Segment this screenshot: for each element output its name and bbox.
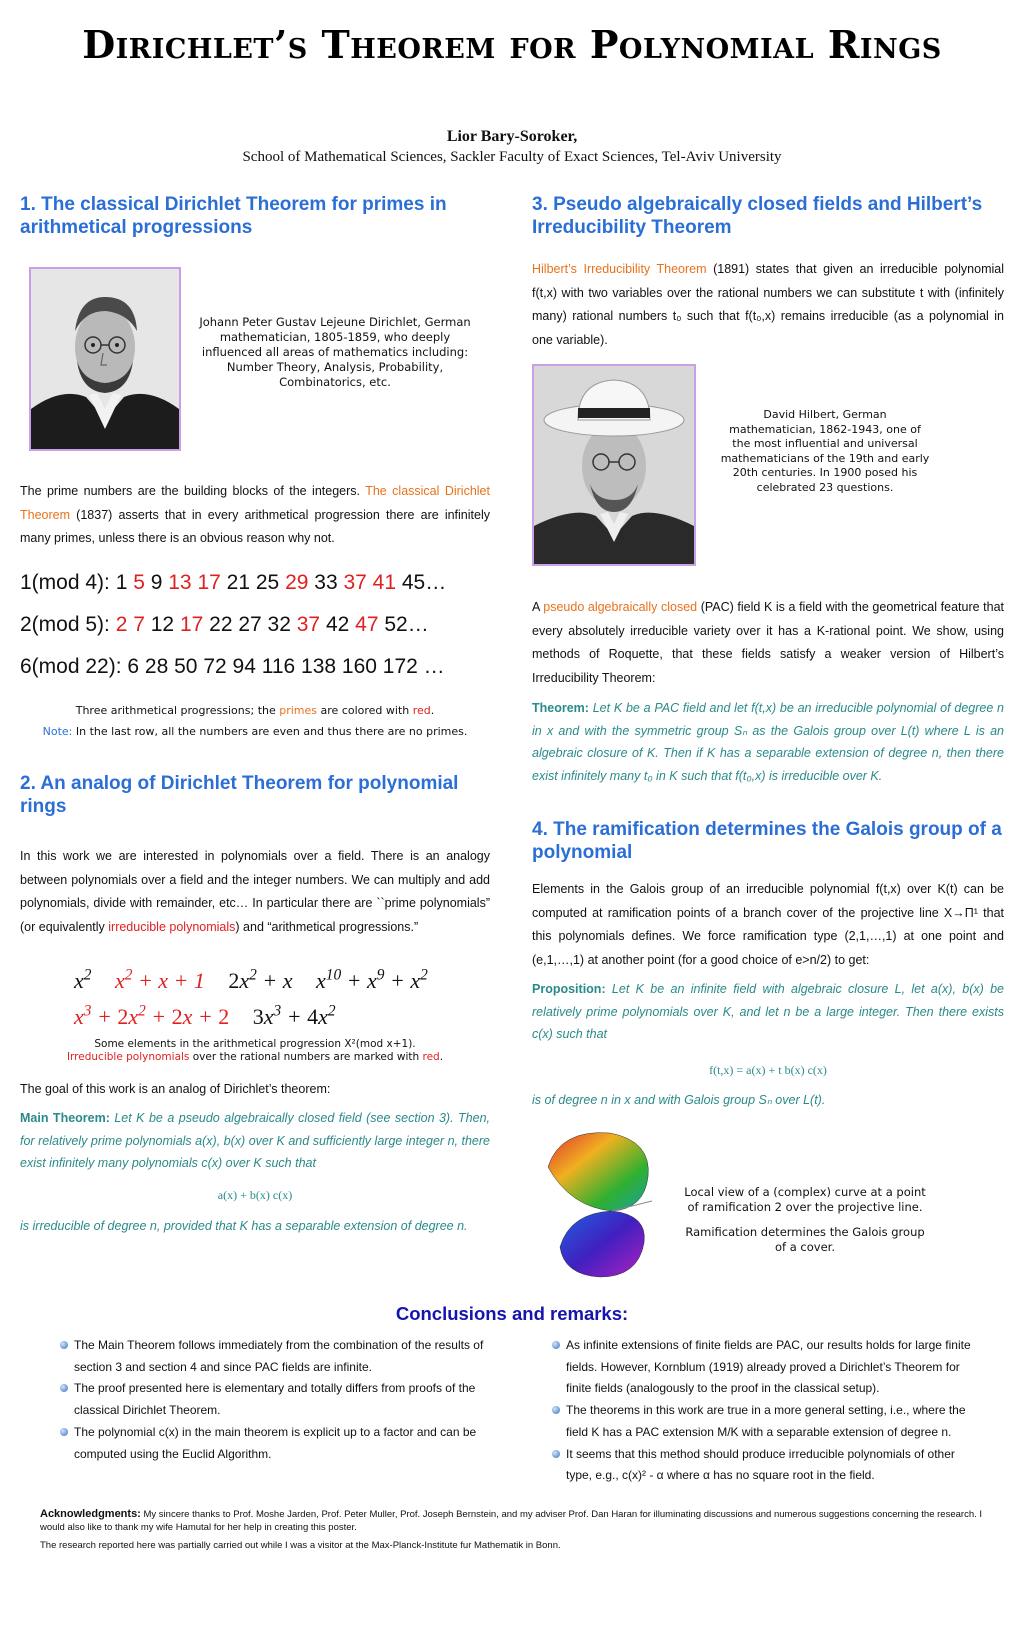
poly-x10-x9-x2: $x^{10} + x^9 + x^2$: [316, 967, 428, 994]
section3-heading: 3. Pseudo algebraically closed fields and Hilbert’s Irreducibility Theorem: [532, 194, 983, 238]
progression-term: 138: [301, 655, 342, 678]
intro-text: The prime numbers are the building blocks of the integers.: [20, 484, 366, 498]
progression-label: 2(mod 5):: [20, 613, 116, 636]
conclusions-left-list: [60, 1335, 490, 1465]
progression-term: 72: [203, 655, 233, 678]
poster-title: Dirichlet’s Theorem for Polynomial Rings: [82, 22, 942, 67]
section1-heading: 1. The classical Dirichlet Theorem for primes in arithmetical progressions: [20, 194, 447, 238]
ack-note: The research reported here was partially carried out while I was a visitor at the Max-Planck-Institute fur Mathematik in Bonn.: [40, 1540, 561, 1551]
progression-term: 6: [127, 655, 145, 678]
progression-mod4: [20, 570, 446, 596]
affiliation: School of Mathematical Sciences, Sackler Faculty of Exact Sciences, Tel-Aviv University: [242, 149, 782, 165]
section2-text: In this work we are interested in polynomials over a field. There is an analogy between polynomials over a field and the integer numbers. We can multiply and add polynomials, divide with remainder, etc… In particular there are ``prime polynomials” (or equivalently: [20, 849, 490, 934]
progression-term: 116: [261, 655, 302, 678]
progression-term: 12: [150, 613, 180, 636]
prime-term: 47: [355, 613, 385, 636]
caption-text-2: are colored with: [317, 704, 413, 717]
irreducible-highlight: irreducible polynomials: [108, 919, 236, 934]
proposition: [532, 978, 1004, 1046]
polynomial-caption-2: [20, 1051, 490, 1064]
pac-text: (PAC) field K is a field with the geometrical feature that every absolutely irreducible variety over it has a K-rational point. We show, using methods of Roquette, that these fields satisfy a weaker version of Hilbert’s Irreducibility Theorem:: [532, 600, 1005, 685]
hilbert-caption: David Hilbert, German mathematician, 1862-1943, one of the most influential and universal mathematicians of the 19th and early 20th centuries. In 1900 posed his celebrated 23 questions.: [720, 408, 930, 494]
polynomial-row-2: [74, 1003, 354, 1030]
progression-term: 42: [325, 613, 356, 636]
conclusion-item: As infinite extensions of finite fields are PAC, our results holds for large finite fields. However, Kornblum (1919) already proved a Dirichlet’s Theorem for finite fields (analogously to the proof in the classical setup).: [552, 1335, 984, 1400]
ramification-caption-1: Local view of a (complex) curve at a point of ramification 2 over the projective line.: [684, 1185, 926, 1214]
poly-x2: $x^2$: [74, 967, 92, 994]
prime-term: 17: [197, 571, 227, 594]
hilbert-theorem-highlight: Hilbert’s Irreducibility Theorem: [532, 262, 707, 276]
proposition-formula: f(t,x) = a(x) + t b(x) c(x): [709, 1063, 827, 1077]
theorem-text: Let K be a PAC field and let f(t,x) be an irreducible polynomial of degree n in x and with the symmetric group Sₙ as the Galois group over L(t) where L is an algebraic closure of K. Then if K has a separable extension of degree n, then there exist infinitely many t₀ in K such that f(t₀,x) is irreducible over K.: [532, 701, 1004, 783]
polynomial-caption-1: Some elements in the arithmetical progression X²(mod x+1).: [94, 1038, 416, 1050]
progression-term: 1: [115, 571, 134, 594]
section1-intro: [20, 480, 490, 551]
proposition-text: Let K be an infinite field with algebraic closure L, let a(x), b(x) be relatively prime polynomials over K, and let n be a large integer. Then there exists c(x) such that: [532, 982, 1004, 1041]
progression-term: 45…: [401, 571, 447, 594]
prime-term: 37: [296, 613, 326, 636]
poly-3x3-4x2: $3x^3 + 4x^2$: [252, 1003, 336, 1030]
conclusion-item: The theorems in this work are true in a more general setting, i.e., where the field K has a PAC extension M/K with a separable extension of degree n.: [552, 1400, 984, 1443]
conclusions-heading: Conclusions and remarks:: [395, 1303, 629, 1324]
author: Lior Bary-Soroker,: [446, 128, 578, 145]
ramification-caption-2: Ramification determines the Galois group of a cover.: [685, 1225, 925, 1254]
caption-mid: over the rational numbers are marked with: [189, 1051, 423, 1063]
dirichlet-portrait: [29, 267, 181, 451]
prime-term: 2: [115, 613, 134, 636]
primes-word: primes: [279, 704, 318, 717]
prime-term: 13: [168, 571, 198, 594]
prime-term: 29: [285, 571, 315, 594]
prime-term: 37: [343, 571, 373, 594]
progression-note: [20, 724, 490, 739]
conclusion-item: It seems that this method should produce irreducible polynomials of other type, e.g., c(x)² - α where α has no square root in the field.: [552, 1444, 984, 1487]
progression-term: 50: [174, 655, 204, 678]
red-word-2: red: [422, 1051, 440, 1063]
acknowledgments: [40, 1508, 1000, 1534]
poly-2x2-x: $2x^2 + x$: [228, 967, 293, 994]
section4-heading: 4. The ramification determines the Galois group of a polynomial: [532, 819, 1002, 863]
main-theorem-text: Let K be a pseudo algebraically closed field (see section 3). Then, for relatively prime polynomials a(x), b(x) over K and sufficiently large integer n, there exist infinitely many polynomials c(x) over K such that: [20, 1111, 490, 1170]
section2-text-cont: ) and “arithmetical progressions.”: [235, 919, 419, 934]
section3-text: (1891) states that given an irreducible polynomial f(t,x) with two variables over the rational numbers we can substitute t with (infinitely many) rational numbers t₀ such that f(t₀,x) remains irreducible (as a polynomial in one variable).: [532, 262, 1004, 347]
section4-paragraph: Elements in the Galois group of an irreducible polynomial f(t,x) over K(t) can be computed at ramification points of a branch cover of the projective line X→Π¹ that this polynomials defines. We force ramification type (2,1,…,1) at one point and (e,1,…,1) at another point (for a good choice of e>n/2) to get:: [532, 882, 1004, 967]
red-word: red: [412, 704, 431, 717]
ramification-surface-figure: [540, 1127, 660, 1282]
caption-text: Three arithmetical progressions; the: [75, 704, 280, 717]
pac-text-start: A: [532, 600, 544, 614]
prime-term: 41: [372, 571, 402, 594]
irreducible-polys-word: Irreducible polynomials: [66, 1051, 190, 1063]
proposition-end: is of degree n in x and with Galois group Sₙ over L(t).: [532, 1093, 826, 1107]
ack-text: My sincere thanks to Prof. Moshe Jarden, Prof. Peter Muller, Prof. Joseph Bernstein, and my adviser Prof. Dan Haran for illuminating discussions and numerous suggestions concerning the research. I would also like to thank my wife Hamutal for her help in creating this poster.: [40, 1509, 983, 1533]
prime-term: 17: [179, 613, 210, 636]
progression-term: 22: [209, 613, 239, 636]
progression-term: 28: [144, 655, 175, 678]
progression-label: 6(mod 22):: [20, 655, 128, 678]
pac-theorem: [532, 697, 1004, 787]
main-theorem-end: is irreducible of degree n, provided that K has a separable extension of degree n.: [20, 1219, 468, 1233]
note-label: Note:: [42, 725, 73, 738]
progression-term: 32: [267, 613, 297, 636]
note-text: In the last row, all the numbers are even and thus there are no primes.: [72, 725, 468, 738]
pac-highlight: pseudo algebraically closed: [543, 600, 698, 614]
conclusion-item: The Main Theorem follows immediately from the combination of the results of section 3 and section 4 and since PAC fields are infinite.: [60, 1335, 490, 1378]
conclusion-item: The polynomial c(x) in the main theorem is explicit up to a factor and can be computed using the Euclid Algorithm.: [60, 1422, 490, 1465]
polynomial-row-1: [74, 967, 446, 994]
classical-dirichlet-highlight: The classical Dirichlet Theorem: [20, 484, 490, 522]
poly-x3-2x2-2x-2: $x^3 + 2x^2 + 2x + 2$: [74, 1003, 230, 1030]
progression-term: 172 …: [382, 655, 445, 678]
progression-term: 27: [238, 613, 268, 636]
progression-caption: [20, 703, 490, 718]
pac-paragraph: [532, 596, 1004, 690]
caption-end: .: [439, 1051, 444, 1063]
progression-term: 52…: [384, 613, 429, 636]
main-theorem: [20, 1107, 490, 1175]
goal-text: The goal of this work is an analog of Dirichlet’s theorem:: [20, 1082, 331, 1096]
section3-intro: [532, 258, 1004, 352]
main-theorem-label: Main Theorem:: [20, 1111, 110, 1125]
prime-term: 7: [133, 613, 151, 636]
progression-term: 33: [314, 571, 344, 594]
hilbert-portrait: [532, 364, 696, 566]
section2-heading: 2. An analog of Dirichlet Theorem for polynomial rings: [20, 773, 459, 817]
conclusion-item: The proof presented here is elementary and totally differs from proofs of the classical Dirichlet Theorem.: [60, 1378, 490, 1421]
progression-mod22: [20, 654, 445, 680]
intro-text-cont: (1837) asserts that in every arithmetical progression there are infinitely many primes, unless there is an obvious reason why not.: [20, 507, 490, 545]
poly-x2-x-1: $x^2 + x + 1$: [114, 967, 205, 994]
progression-term: 9: [150, 571, 169, 594]
conclusions-right-list: [552, 1335, 984, 1487]
theorem-label: Theorem:: [532, 701, 589, 715]
progression-term: 25: [255, 571, 286, 594]
progression-label: 1(mod 4):: [20, 571, 116, 594]
dirichlet-caption: Johann Peter Gustav Lejeune Dirichlet, German mathematician, 1805-1859, who deeply influenced all areas of mathematics including: Number Theory, Analysis, Probability, Combinatorics, etc.: [199, 315, 471, 389]
progression-mod5: [20, 612, 429, 638]
progression-term: 160: [341, 655, 383, 678]
progression-term: 21: [226, 571, 256, 594]
ack-label: Acknowledgments:: [40, 1508, 141, 1520]
caption-period: .: [430, 704, 435, 717]
section2-intro: [20, 845, 490, 939]
prime-term: 5: [133, 571, 151, 594]
progression-term: 94: [232, 655, 262, 678]
proposition-label: Proposition:: [532, 982, 606, 996]
main-theorem-formula: a(x) + b(x) c(x): [217, 1188, 293, 1202]
